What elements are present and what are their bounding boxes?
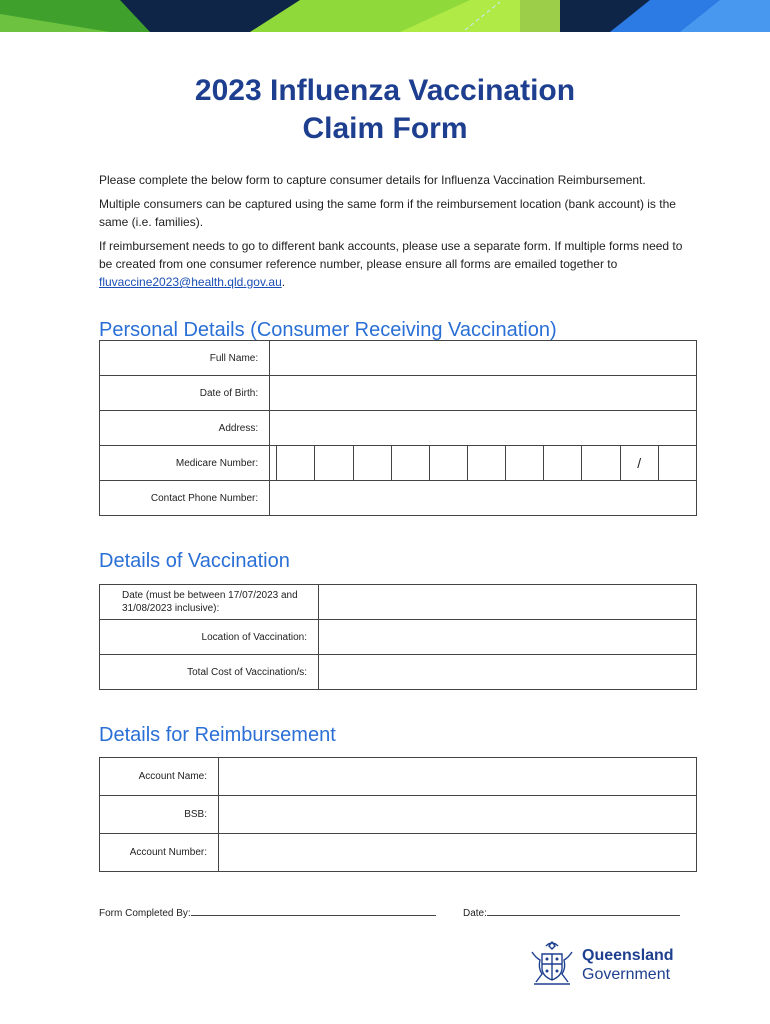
medicare-digit-box[interactable] [468, 446, 506, 481]
intro-paragraph-3 [99, 237, 699, 291]
full-name-field[interactable] [270, 341, 697, 376]
reimbursement-heading: Details for Reimbursement [99, 724, 336, 746]
vaccination-location-label: Location of Vaccination: [100, 620, 319, 655]
date-field[interactable] [487, 905, 680, 916]
vaccination-cost-label: Total Cost of Vaccination/s: [100, 655, 319, 690]
date-label: Date: [463, 908, 487, 919]
vaccination-date-label: Date (must be between 17/07/2023 and 31/08/2023 inclusive): [100, 585, 319, 620]
medicare-digit-box[interactable] [315, 446, 353, 481]
date-line [463, 905, 680, 919]
medicare-digit-box[interactable] [544, 446, 582, 481]
logo-line-1: Queensland [582, 947, 674, 964]
account-number-field[interactable] [219, 834, 697, 872]
full-name-label: Full Name: [100, 341, 270, 376]
reimbursement-table [99, 757, 697, 872]
title-line-2: Claim Form [302, 112, 468, 145]
address-label: Address: [100, 411, 270, 446]
queensland-government-logo [526, 938, 686, 990]
medicare-digit-box[interactable] [429, 446, 467, 481]
vaccination-heading: Details of Vaccination [99, 550, 290, 572]
vaccination-cost-field[interactable] [319, 655, 697, 690]
medicare-irn-box[interactable] [658, 446, 696, 481]
intro-paragraph-3-text: If reimbursement needs to go to different bank accounts, please use a separate form. If multiple forms need to be created from one consumer reference number, please ensure all forms are emailed together to [99, 239, 683, 271]
intro-paragraph-3-end: . [281, 275, 286, 289]
intro-text [99, 171, 699, 297]
email-link[interactable]: fluvaccine2023@health.qld.gov.au [99, 275, 282, 289]
completed-by-line [99, 905, 436, 919]
intro-paragraph-1: Please complete the below form to capture consumer details for Influenza Vaccination Reimbursement. [99, 173, 646, 187]
phone-field[interactable] [270, 481, 697, 516]
top-banner [0, 0, 770, 32]
title-line-1: 2023 Influenza Vaccination [194, 74, 576, 107]
medicare-digit-box[interactable] [506, 446, 544, 481]
personal-details-heading: Personal Details (Consumer Receiving Vaccination) [99, 319, 557, 341]
medicare-digit-box[interactable] [582, 446, 620, 481]
account-name-label: Account Name: [100, 758, 219, 796]
vaccination-date-field[interactable] [319, 585, 697, 620]
vaccination-table [99, 584, 697, 690]
bsb-field[interactable] [219, 796, 697, 834]
address-field[interactable] [270, 411, 697, 446]
completed-by-label: Form Completed By: [99, 908, 191, 919]
personal-details-table [99, 340, 697, 516]
medicare-digit-box[interactable] [353, 446, 391, 481]
account-number-label: Account Number: [100, 834, 219, 872]
phone-label: Contact Phone Number: [100, 481, 270, 516]
coat-of-arms-icon [526, 938, 578, 990]
intro-paragraph-2: Multiple consumers can be captured using the same form if the reimbursement location (bank account) is the same (i.e. families). [99, 197, 676, 229]
dob-field[interactable] [270, 376, 697, 411]
logo-line-2: Government [582, 966, 671, 983]
dob-label: Date of Birth: [100, 376, 270, 411]
medicare-digit-box[interactable] [277, 446, 315, 481]
medicare-digit-box[interactable] [391, 446, 429, 481]
medicare-label: Medicare Number: [100, 446, 270, 481]
bsb-label: BSB: [100, 796, 219, 834]
medicare-separator: / [620, 446, 658, 481]
medicare-spacer [270, 446, 277, 481]
page-title [0, 72, 770, 148]
vaccination-location-field[interactable] [319, 620, 697, 655]
logo-text [582, 946, 674, 984]
completed-by-field[interactable] [191, 905, 436, 916]
account-name-field[interactable] [219, 758, 697, 796]
